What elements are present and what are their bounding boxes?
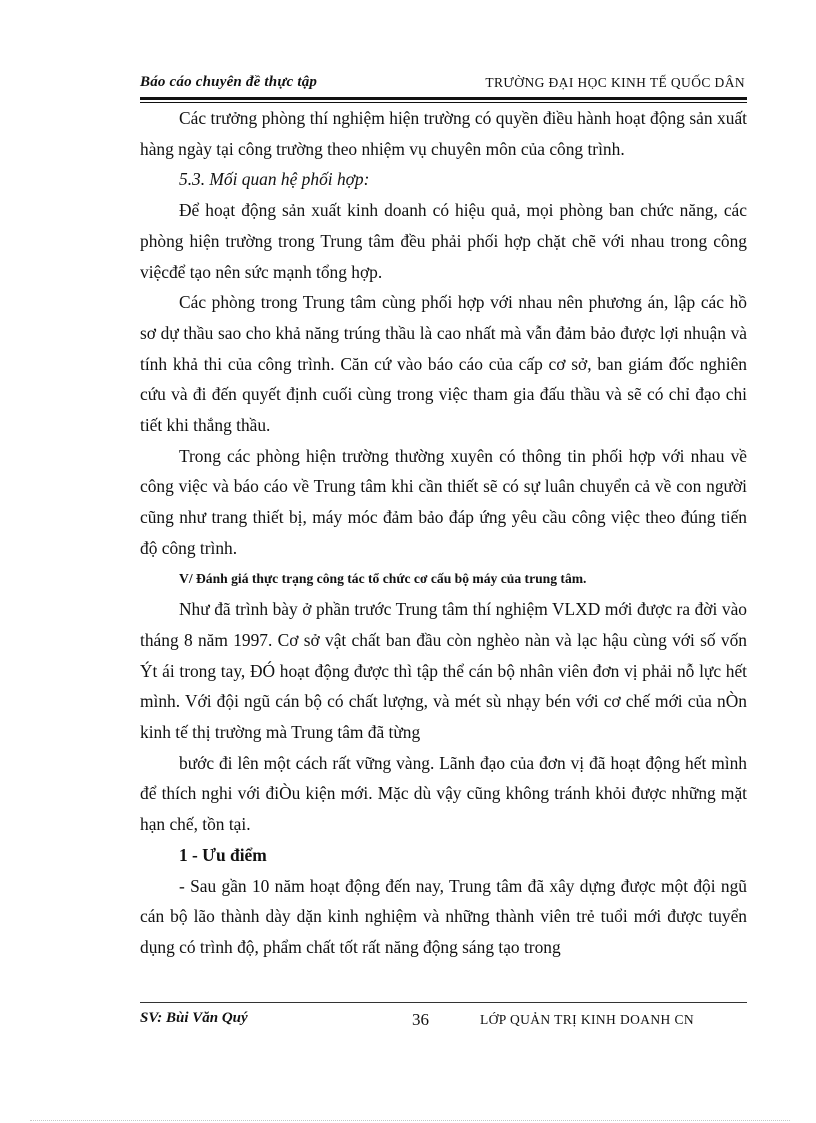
student-name: SV: Bùi Văn Quý [140,1010,248,1026]
section-heading: V/ Đánh giá thực trạng công tác tổ chức cơ cấu bộ máy của trung tâm. [179,570,587,586]
paragraph: - Sau gần 10 năm hoạt động đến nay, Trung tâm đã xây dựng được một đội ngũ cán bộ lão thành dày dặn kinh nghiệm và những thành viên trẻ tuổi mới được tuyển dụng có trình độ, phẩm chất tốt rất năng động sáng tạo trong [140,875,747,957]
paragraph: Như đã trình bày ở phần trước Trung tâm thí nghiệm VLXD mới được ra đời vào tháng 8 năm 1997. Cơ sở vật chất ban đầu còn nghèo nàn và lạc hậu cùng với số vốn Ýt ái trong tay, ĐÓ hoạt động được thì tập thể cán bộ nhân viên đơn vị phải nỗ lực hết mình. Với đội ngũ cán bộ có chất lượng, và mét sù nhạy bén với cơ chế mới của nÒn kinh tế thị trường mà Trung tâm đã từng [140,599,747,743]
page-header [140,72,747,98]
university-name: TRƯỜNG ĐẠI HỌC KINH TẾ QUỐC DÂN [485,75,745,90]
class-name: LỚP QUẢN TRỊ KINH DOANH CN [480,1012,695,1027]
paragraph: Trong các phòng hiện trường thường xuyên có thông tin phối hợp với nhau về công việc và báo cáo về Trung tâm khi cần thiết sẽ có sự luân chuyển cả về con người cũng như trang thiết bị, máy móc đảm bảo đáp ứng yêu cầu công việc theo đúng tiến độ công trình. [140,445,747,558]
page-footer [140,1010,747,1034]
page-edge [30,1120,790,1121]
paragraph: bước đi lên một cách rất vững vàng. Lãnh đạo của đơn vị đã hoạt động hết mình để thích nghi với điÒu kiện mới. Mặc dù vậy cũng không tránh khỏi được những mặt hạn chế, tồn tại. [140,752,747,835]
report-title: Báo cáo chuyên đề thực tập [140,74,318,90]
document-body [140,103,747,963]
footer-rule [140,1002,747,1003]
paragraph: Các phòng trong Trung tâm cùng phối hợp với nhau nên phương án, lập các hồ sơ dự thầu sao cho khả năng trúng thầu là cao nhất mà vẫn đảm bảo được lợi nhuận và tính khả thi của công trình. Căn cứ vào báo cáo của cấp cơ sở, ban giám đốc nghiên cứu và đi đến quyết định cuối cùng trong việc tham gia đấu thầu và sẽ có chỉ đạo chi tiết khi thắng thầu. [140,292,747,436]
subheading: 5.3. Mối quan hệ phối hợp: [179,169,370,190]
page-number: 36 [412,1010,429,1029]
paragraph: Để hoạt động sản xuất kinh doanh có hiệu quả, mọi phòng ban chức năng, các phòng hiện trường trong Trung tâm đều phải phối hợp chặt chẽ với nhau trong công việcđể tạo nên sức mạnh tổng hợp. [140,200,747,282]
paragraph: Các trưởng phòng thí nghiệm hiện trường có quyền điều hành hoạt động sản xuất hàng ngày tại công trường theo nhiệm vụ chuyên môn của công trình. [140,108,747,159]
section-heading: 1 - Ưu điểm [179,844,267,865]
